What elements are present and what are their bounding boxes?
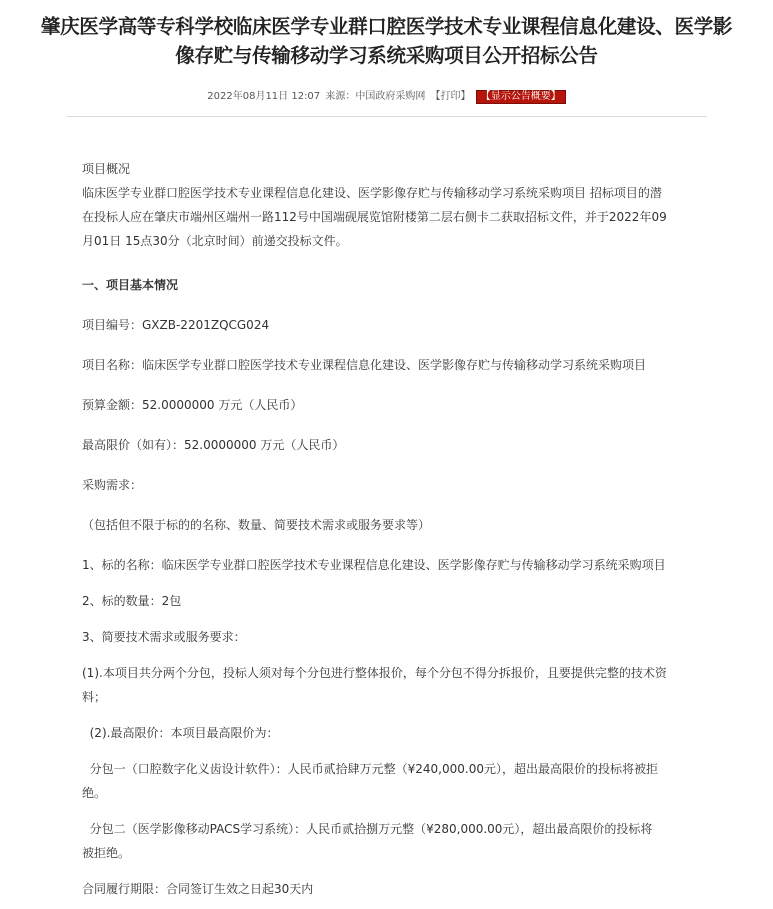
max-price: 最高限价（如有）：52.0000000 万元（人民币） (82, 438, 345, 452)
notice-content (82, 157, 712, 901)
package-1-line-1: 分包一（口腔数字化义齿设计软件）：人民币贰拾肆万元整（¥240,000.00元），超出最高限价的投标将被拒 (82, 762, 658, 776)
requirement-note: （包括但不限于标的的名称、数量、简要技术需求或服务要求等） (82, 518, 431, 532)
budget-amount: 预算金额：52.0000000 万元（人民币） (82, 398, 303, 412)
meta-bar (0, 90, 773, 104)
package-2-line-2: 被拒绝。 (82, 846, 131, 860)
procurement-requirement: 采购需求： (82, 478, 143, 492)
section-heading-basic-info: 一、项目基本情况 (82, 278, 179, 292)
requirement-1-line-1: (1).本项目共分两个分包，投标人须对每个分包进行整体报价，每个分包不得分拆报价，且要提供完整的技术资 (82, 666, 667, 680)
title-line-1: 肇庆医学高等专科学校临床医学专业群口腔医学技术专业课程信息化建设、医学影 (40, 15, 733, 38)
overview-line-1: 临床医学专业群口腔医学技术专业课程信息化建设、医学影像存贮与传输移动学习系统采购项目 招标项目的潜 (82, 186, 662, 200)
item-quantity: 2、标的数量：2包 (82, 594, 182, 608)
item-name: 1、标的名称：临床医学专业群口腔医学技术专业课程信息化建设、医学影像存贮与传输移动学习系统采购项目 (82, 558, 666, 572)
overview-line-2: 在投标人应在肇庆市端州区端州一路112号中国端砚展览馆附楼第二层右侧卡二获取招标文件，并于2022年09 (82, 210, 667, 224)
source-label: 来源：中国政府采购网 (325, 91, 426, 102)
show-summary-button[interactable]: 【显示公告概要】 (476, 90, 566, 104)
project-name: 项目名称：临床医学专业群口腔医学技术专业课程信息化建设、医学影像存贮与传输移动学习系统采购项目 (82, 358, 647, 372)
requirement-1-line-2: 料； (82, 690, 107, 704)
overview-line-3: 月01日 15点30分（北京时间）前递交投标文件。 (82, 234, 348, 248)
header-divider (67, 116, 707, 117)
title-line-2: 像存贮与传输移动学习系统采购项目公开招标公告 (175, 44, 598, 67)
package-1-line-2: 绝。 (82, 786, 107, 800)
item-tech-requirements: 3、简要技术需求或服务要求： (82, 630, 246, 644)
page-title (0, 12, 773, 70)
print-link[interactable]: 【打印】 (430, 91, 471, 102)
requirement-2: (2).最高限价：本项目最高限价为： (82, 726, 279, 740)
contract-period: 合同履行期限：合同签订生效之日起30天内 (82, 882, 314, 896)
publish-datetime: 2022年08月11日 12:07 (207, 91, 321, 102)
project-number: 项目编号：GXZB-2201ZQCG024 (82, 318, 270, 332)
overview-heading: 项目概况 (82, 162, 131, 176)
package-2-line-1: 分包二（医学影像移动PACS学习系统）：人民币贰拾捌万元整（¥280,000.00元），超出最高限价的投标将 (82, 822, 653, 836)
